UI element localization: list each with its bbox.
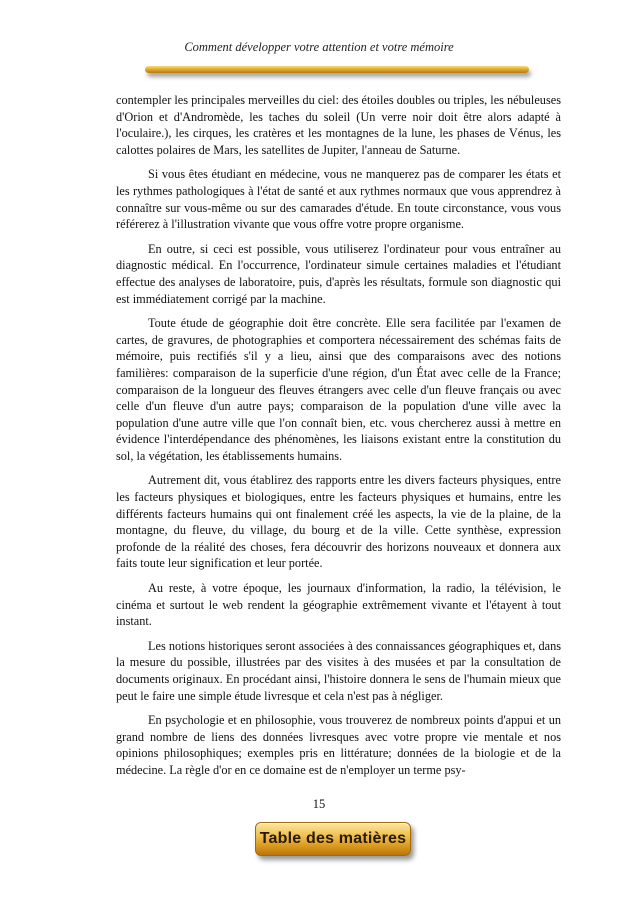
page-header-title: Comment développer votre attention et votre mémoire (184, 40, 454, 54)
body-paragraph: Si vous êtes étudiant en médecine, vous ne manquerez pas de comparer les états et les rythmes pathologiques à l'état de santé et aux rythmes normaux que vous apprendrez à connaître sur vous-même ou sur des camarades d'étude. En toute circonstance, vous vous référerez à l'illustration vivante que vous offre votre propre organisme. (116, 167, 561, 232)
body-paragraph: Toute étude de géographie doit être concrète. Elle sera facilitée par l'examen de cartes, de gravures, de photographies et comportera nécessairement des schémas faits de mémoire, puis rectifiés s'il y a lieu, ainsi que des comparaisons avec des notions familières: comparaison de la superficie d'une région, d'un État avec celle de la France; comparaison de la longueur des fleuves étrangers avec celle d'un fleuve français ou avec celle d'un fleuve d'un autre pays; comparaison de la population d'une ville avec la population d'une autre ville que l'on connaît bien, etc. vous chercherez aussi à mettre en évidence l'interdépendance des phénomènes, les liaisons existant entre la constitution du sol, la végétation, les établissements humains. (116, 316, 561, 463)
body-paragraph: Au reste, à votre époque, les journaux d'information, la radio, la télévision, le cinéma et surtout le web rendent la géographie extrêmement vivante et l'étayent à tout instant. (116, 581, 561, 629)
table-of-contents-label: Table des matières (259, 830, 407, 847)
page-body (116, 92, 561, 787)
page-number: 15 (312, 797, 326, 811)
body-paragraph: En outre, si ceci est possible, vous utiliserez l'ordinateur pour vous entraîner au diagnostic médical. En l'occurrence, l'ordinateur simule certaines maladies et l'étudiant effectue des analyses de laboratoire, puis, d'après les résultats, formule son diagnostic qui est immédiatement corrigé par la machine. (116, 241, 561, 306)
body-paragraph: contempler les principales merveilles du ciel: des étoiles doubles ou triples, les nébuleuses d'Orion et d'Andromède, les taches du soleil (Un verre noir doit être alors adapté à l'oculaire.), les cirques, les cratères et les montagnes de la lune, les phases de Vénus, les calottes polaires de Mars, les satellites de Jupiter, l'anneau de Saturne. (116, 93, 561, 157)
header-divider (145, 66, 529, 73)
body-paragraph: En psychologie et en philosophie, vous trouverez de nombreux points d'appui et un grand nombre de liens des données livresques avec votre propre vie mentale et nos opinions philosophiques; exemples pris en littérature; données de la biologie et de la médecine. La règle d'or en ce domaine est de n'employer un terme psy- (116, 713, 561, 777)
body-paragraph: Autrement dit, vous établirez des rapports entre les divers facteurs physiques, entre les facteurs physiques et biologiques, entre les facteurs physiques et humains, entre les différents facteurs humains qui ont finalement créé les aspects, la vie de la plaine, de la montagne, du fleuve, du village, du bourg et de la ville. Cette synthèse, expression profonde de la réalité des choses, fera découvrir des horizons nouveaux et donnera aux faits toute leur signification et leur portée. (116, 473, 561, 571)
table-of-contents-button[interactable] (255, 822, 411, 856)
body-paragraph: Les notions historiques seront associées à des connaissances géographiques et, dans la mesure du possible, illustrées par des visites à des musées et par la consultation de documents originaux. En procédant ainsi, l'histoire donnera le sens de l'humain mieux que peut le faire une simple étude livresque et cela n'est pas à négliger. (116, 638, 561, 703)
